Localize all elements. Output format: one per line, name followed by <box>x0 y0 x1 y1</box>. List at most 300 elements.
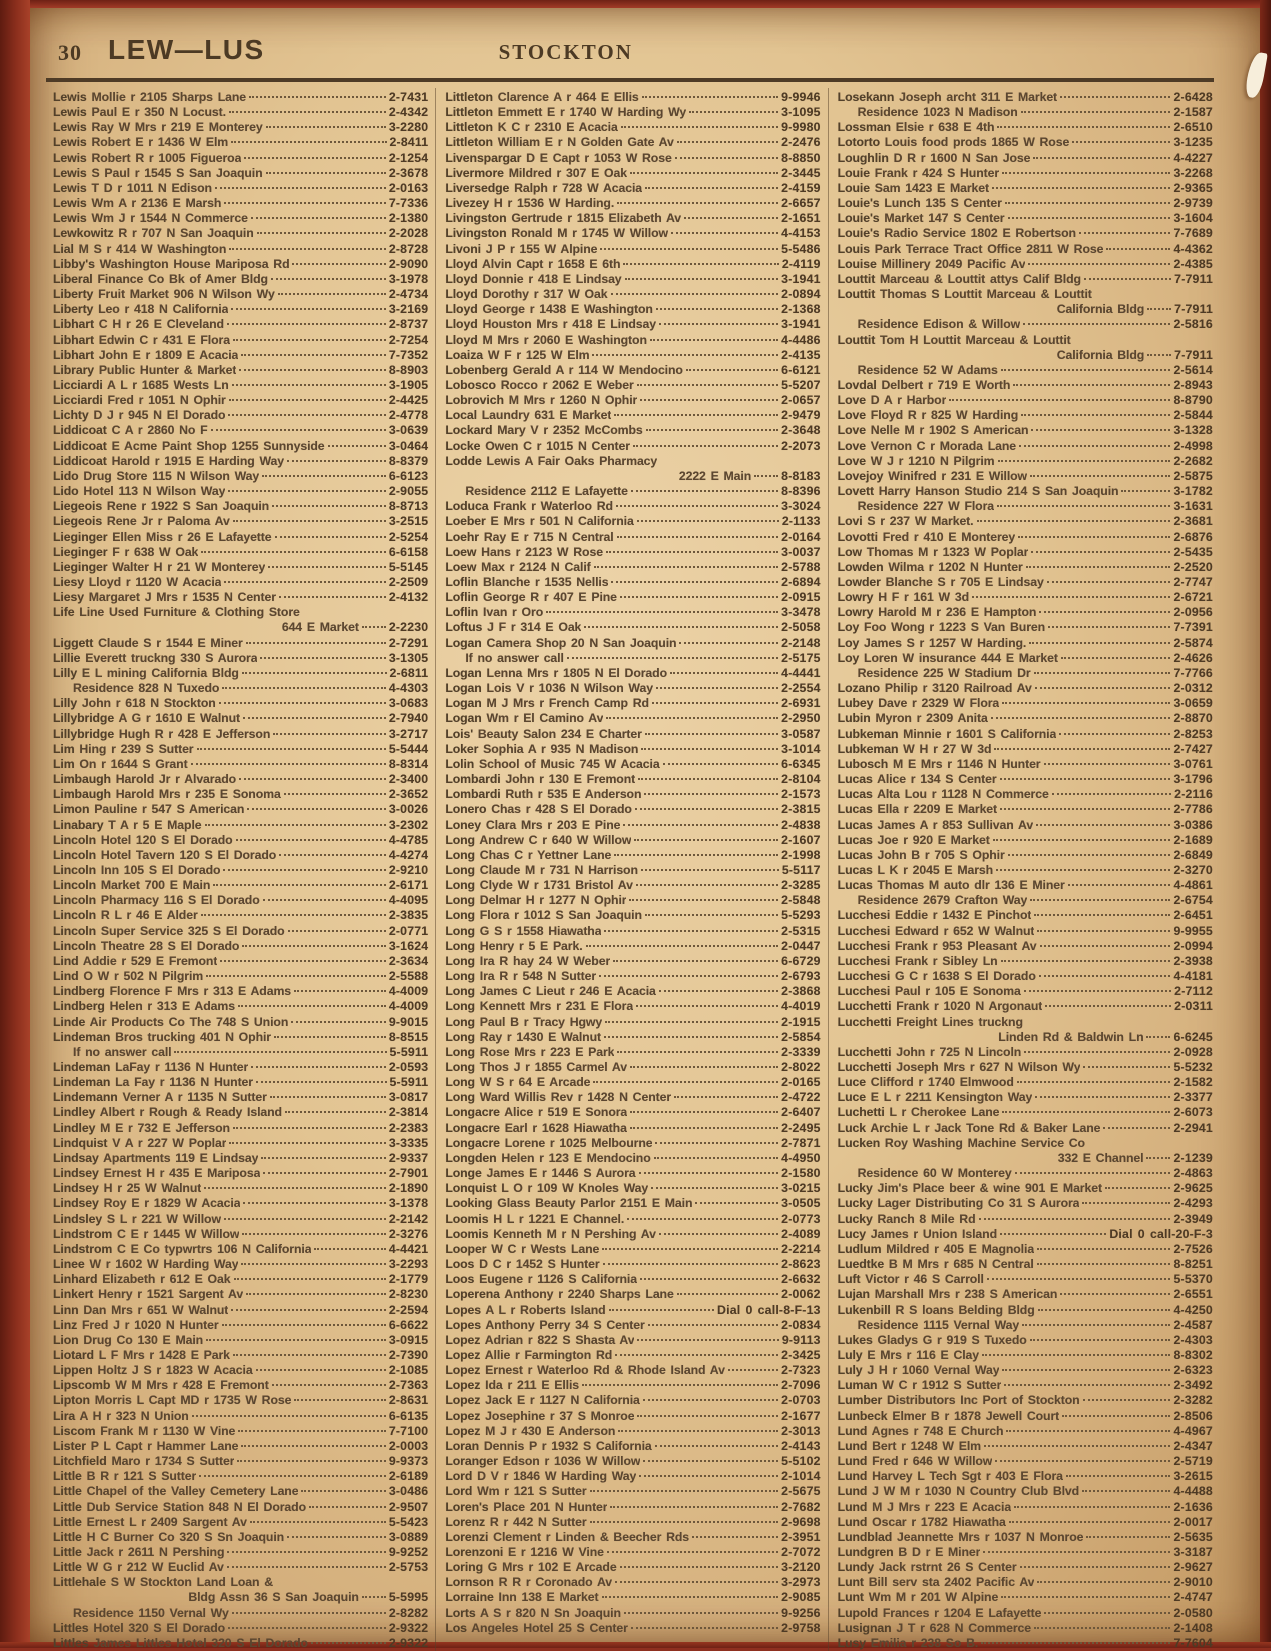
directory-entry <box>445 620 820 635</box>
entry-phone: 9-9256 <box>781 1605 821 1620</box>
entry-phone: 3-0659 <box>1173 696 1213 711</box>
entry-phone: 2-7291 <box>388 635 429 650</box>
leader-dots <box>1061 657 1171 659</box>
directory-entry <box>838 1378 1213 1393</box>
directory-entry <box>53 1136 428 1151</box>
leader-dots <box>1105 1187 1171 1189</box>
entry-phone: 2-4425 <box>388 393 429 408</box>
directory-entry <box>445 818 820 833</box>
entry-name: Lewis Robert E r 1436 W Elm <box>53 135 229 150</box>
directory-entry <box>53 393 428 408</box>
entry-name: Liegeois Rene Jr r Paloma Av <box>53 514 230 529</box>
leader-dots <box>224 1218 386 1220</box>
entry-phone: 7-7604 <box>1173 1635 1213 1650</box>
entry-name: Little Chapel of the Valley Cemetery Lane <box>53 1484 299 1499</box>
leader-dots <box>656 687 778 689</box>
directory-entry <box>53 1242 428 1257</box>
leader-dots <box>268 566 386 568</box>
directory-entry <box>445 1045 820 1060</box>
directory-entry <box>53 1075 428 1090</box>
directory-entry <box>838 1500 1213 1515</box>
entry-name: Libhart John E r 1809 E Acacia <box>53 347 239 362</box>
entry-phone: 2-8870 <box>1173 711 1213 726</box>
entry-phone: 4-4362 <box>1173 241 1213 256</box>
entry-name: Logan M J Mrs r French Camp Rd <box>445 696 649 711</box>
entry-phone: 2-8411 <box>389 135 429 150</box>
leader-dots <box>695 1202 778 1204</box>
entry-phone: 3-0761 <box>1173 756 1213 771</box>
leader-dots <box>617 536 779 538</box>
entry-phone: 6-6729 <box>781 953 821 968</box>
entry-phone: 2-3339 <box>781 1044 821 1059</box>
entry-phone: 2-1368 <box>781 302 821 317</box>
entry-phone: 2-9090 <box>388 256 429 271</box>
entry-phone: 2-0164 <box>781 529 821 544</box>
leader-dots <box>1037 1248 1170 1250</box>
entry-phone: 2-1133 <box>781 514 821 529</box>
book-edge-right <box>1260 0 1271 1648</box>
directory-entry <box>838 484 1213 499</box>
entry-name: Lipton Morris L Capt MD r 1735 W Rose <box>53 1393 292 1408</box>
leader-dots <box>656 308 778 310</box>
directory-entry <box>53 545 428 560</box>
entry-phone: 2-1408 <box>1173 1620 1213 1635</box>
directory-entry <box>838 226 1213 241</box>
entry-phone: 8-8790 <box>1173 393 1213 408</box>
page-number: 30 <box>58 40 82 65</box>
entry-name: Lillybridge A G r 1610 E Walnut <box>53 711 240 726</box>
entry-phone: 2-0580 <box>1173 1605 1213 1620</box>
leader-dots <box>237 1460 385 1462</box>
entry-name: Long G S r 1558 Hiawatha <box>445 923 602 938</box>
entry-phone: 2-3949 <box>1173 1211 1213 1226</box>
entry-name: Lincoln Hotel 120 S El Dorado <box>53 832 233 847</box>
entry-phone: 2-9479 <box>781 408 821 423</box>
directory-entry <box>445 1318 820 1333</box>
leader-dots <box>1023 323 1170 325</box>
directory-entry <box>53 1212 428 1227</box>
leader-dots <box>643 1460 778 1462</box>
entry-phone: 2-3285 <box>781 878 821 893</box>
leader-dots <box>228 490 386 492</box>
directory-entry <box>838 333 1213 363</box>
leader-dots <box>994 748 1170 750</box>
leader-dots <box>1021 111 1171 113</box>
entry-phone: 3-1978 <box>388 271 429 286</box>
leader-dots <box>692 1536 778 1538</box>
leader-dots <box>273 733 386 735</box>
directory-entry <box>445 317 820 332</box>
leader-dots <box>227 323 386 325</box>
entry-name: Lind O W r 502 N Pilgrim <box>53 969 204 984</box>
entry-name: Loflin Ivan r Oro <box>445 605 544 620</box>
entry-name: Lloyd Dorothy r 317 W Oak <box>445 287 608 302</box>
directory-entry <box>445 742 820 757</box>
leader-dots <box>191 763 386 765</box>
entry-name: Loomis Kenneth M r N Pershing Av <box>445 1226 656 1241</box>
leader-dots <box>228 1627 386 1629</box>
entry-name: Lion Drug Co 130 E Main <box>53 1332 204 1347</box>
entry-name: Lucas Thomas M auto dlr 136 E Miner <box>837 878 1065 893</box>
entry-name: Lincoln Market 700 E Main <box>53 878 211 893</box>
leader-dots <box>287 460 386 462</box>
entry-phone: 5-5102 <box>781 1454 821 1469</box>
leader-dots <box>1047 581 1171 583</box>
entry-phone: 7-7352 <box>388 347 429 362</box>
entry-name: Luce Clifford r 1740 Elmwood <box>837 1075 1014 1090</box>
leader-dots <box>1000 808 1170 810</box>
leader-dots <box>284 793 386 795</box>
entry-phone: 2-9625 <box>1173 1181 1213 1196</box>
leader-dots <box>227 1551 385 1553</box>
entry-phone: 2-0003 <box>388 1438 429 1453</box>
entry-name: Lois' Beauty Salon 234 E Charter <box>445 726 642 741</box>
entry-name: Lubkeman Minnie r 1601 S California <box>837 726 1057 741</box>
leader-dots <box>606 551 778 553</box>
entry-name: Residence 2112 E Lafayette <box>465 484 628 499</box>
leader-dots <box>199 1475 386 1477</box>
entry-name: Loftus J F r 314 E Oak <box>445 620 582 635</box>
directory-entry <box>445 1590 820 1605</box>
entry-name: Losekann Joseph archt 311 E Market <box>837 90 1058 104</box>
leader-dots <box>983 1551 1170 1553</box>
entry-name: Lowry Harold M r 236 E Hampton <box>837 605 1037 620</box>
leader-dots <box>991 717 1171 719</box>
leader-dots <box>1000 778 1171 780</box>
entry-phone: 3-1235 <box>1173 135 1213 150</box>
leader-dots <box>602 1248 778 1250</box>
entry-name: Lund Agnes r 748 E Church <box>837 1423 1004 1438</box>
entry-name: Lloyd Houston Mrs r 418 E Lindsay <box>445 317 657 332</box>
entry-phone: 2-3634 <box>388 953 429 968</box>
entry-phone: 3-0037 <box>781 544 821 559</box>
directory-entry <box>838 939 1213 954</box>
leader-dots <box>590 1521 779 1523</box>
directory-entry <box>53 1030 428 1045</box>
directory-entry <box>838 287 1213 317</box>
entry-name: Libby's Washington House Mariposa Rd <box>53 256 290 271</box>
leader-dots <box>239 369 385 371</box>
leader-dots <box>624 1612 778 1614</box>
entry-name: Lund Oscar r 1782 Hiawatha <box>837 1514 1006 1529</box>
entry-name: Lorts A S r 820 N Sn Joaquin <box>445 1605 621 1620</box>
entry-phone: 2-5848 <box>781 893 821 908</box>
entry-phone: 2-4587 <box>1173 1317 1213 1332</box>
entry-phone: 2-1677 <box>781 1408 821 1423</box>
directory-entry <box>445 1409 820 1424</box>
entry-phone: 2-0311 <box>1174 999 1213 1014</box>
leader-dots <box>1044 1612 1170 1614</box>
directory-entry <box>445 423 820 438</box>
directory-entry <box>53 333 428 348</box>
entry-name: Lucchesi Frank r 953 Pleasant Av <box>837 938 1037 953</box>
leader-dots <box>244 157 386 159</box>
leader-dots <box>206 975 386 977</box>
directory-entry <box>445 1530 820 1545</box>
entry-phone: 2-3868 <box>781 984 821 999</box>
entry-phone: 2-5635 <box>1173 1529 1213 1544</box>
leader-dots <box>623 263 778 265</box>
entry-phone: 2-9507 <box>388 1499 429 1514</box>
directory-entry <box>53 1393 428 1408</box>
directory-entry <box>838 1409 1213 1424</box>
leader-dots <box>1030 1339 1171 1341</box>
leader-dots <box>1037 1581 1170 1583</box>
entry-name: Library Public Hunter & Market <box>53 362 237 377</box>
directory-entry <box>53 1500 428 1515</box>
entry-phone: 2-2594 <box>388 1302 429 1317</box>
entry-name: Louis Park Terrace Tract Office 2811 W Rose <box>837 241 1104 256</box>
entry-name: Lopez M J r 430 E Anderson <box>445 1423 616 1438</box>
column-1 <box>44 88 435 1651</box>
leader-dots <box>611 293 779 295</box>
directory-entry <box>445 651 820 666</box>
entry-phone: 2-3445 <box>781 165 821 180</box>
entry-name: Littles Hotel 320 S El Dorado <box>53 1620 226 1635</box>
entry-name: Lockard Mary V r 2352 McCombs <box>445 423 643 438</box>
entry-name: Lucy James r Union Island <box>837 1226 997 1241</box>
directory-entry <box>445 287 820 302</box>
directory-entry <box>838 530 1213 545</box>
leader-dots <box>993 839 1171 841</box>
leader-dots <box>611 581 778 583</box>
directory-entry <box>53 1166 428 1181</box>
entry-name: Little H C Burner Co 320 S Sn Joaquin <box>53 1529 285 1544</box>
directory-entry <box>445 833 820 848</box>
directory-entry <box>838 893 1213 908</box>
entry-phone: 5-5117 <box>781 862 821 877</box>
entry-phone: 2-5435 <box>1173 544 1213 559</box>
directory-entry <box>445 560 820 575</box>
leader-dots <box>1060 1293 1170 1295</box>
entry-name: Logan Lenna Mrs r 1805 N El Dorado <box>445 665 667 680</box>
entry-phone: 3-2515 <box>388 514 429 529</box>
directory-entry <box>53 727 428 742</box>
leader-dots <box>256 1081 387 1083</box>
directory-entry <box>445 105 820 120</box>
entry-name: Lopez Allie r Farmington Rd <box>445 1347 613 1362</box>
entry-name: Livezey H r 1536 W Harding. <box>445 196 615 211</box>
entry-name: Lupold Frances r 1204 E Lafayette <box>837 1605 1042 1620</box>
leader-dots <box>1044 763 1171 765</box>
leader-dots <box>1037 930 1170 932</box>
leader-dots <box>629 899 778 901</box>
leader-dots <box>997 505 1170 507</box>
directory-entry <box>838 408 1213 423</box>
directory-entry <box>838 727 1213 742</box>
entry-name: Love D A r Harbor <box>837 393 947 408</box>
leader-dots <box>599 975 778 977</box>
entry-phone: 2-3425 <box>781 1347 821 1362</box>
leader-dots <box>275 536 386 538</box>
leader-dots <box>636 1005 778 1007</box>
directory-entry <box>838 242 1213 257</box>
directory-entry <box>53 454 428 469</box>
entry-name: Lindsey Roy E r 1829 W Acacia <box>53 1196 241 1211</box>
leader-dots <box>229 248 386 250</box>
leader-dots <box>996 869 1170 871</box>
leader-dots <box>1030 899 1170 901</box>
leader-dots <box>604 930 778 932</box>
directory-entry <box>445 499 820 514</box>
leader-dots <box>201 551 386 553</box>
directory-entry <box>838 969 1213 984</box>
directory-entry <box>53 1530 428 1545</box>
entry-name: Residence 227 W Flora <box>857 499 995 514</box>
entry-name: Lewis Ray W Mrs r 219 E Monterey <box>53 120 263 135</box>
entry-name: Residence 828 N Tuxedo <box>73 681 220 696</box>
entry-phone: 2-2950 <box>781 711 821 726</box>
directory-entry <box>838 666 1213 681</box>
leader-dots <box>1086 1536 1170 1538</box>
entry-phone: 2-4135 <box>781 347 821 362</box>
directory-entry <box>53 1105 428 1120</box>
entry-phone: 2-7682 <box>781 1499 821 1514</box>
leader-dots <box>247 808 386 810</box>
entry-phone: 2-4132 <box>388 590 429 605</box>
leader-dots <box>633 445 778 447</box>
directory-entry <box>445 181 820 196</box>
leader-dots <box>205 824 386 826</box>
entry-phone: 2-9627 <box>1173 1560 1213 1575</box>
leader-dots <box>204 1187 386 1189</box>
entry-phone: 7-7689 <box>1173 226 1213 241</box>
entry-phone: 6-6123 <box>388 468 429 483</box>
entry-name: Liesy Lloyd r 1120 W Acacia <box>53 575 222 589</box>
leader-dots <box>206 1339 386 1341</box>
directory-entry <box>838 954 1213 969</box>
entry-phone: 3-1328 <box>1173 423 1213 438</box>
entry-phone: 7-7100 <box>388 1423 429 1438</box>
entry-name: Locke Owen C r 1015 N Center <box>445 438 630 453</box>
entry-name: Lucchetti Frank r 1020 N Argonaut <box>837 999 1043 1014</box>
entry-name: Lucchesi Eddie r 1432 E Pinchot <box>837 908 1032 923</box>
directory-entry <box>53 999 428 1014</box>
directory-entry <box>838 1212 1213 1227</box>
leader-dots <box>292 263 385 265</box>
directory-entry <box>838 545 1213 560</box>
entry-phone: 2-4342 <box>388 105 429 120</box>
entry-phone: 3-0889 <box>388 1529 429 1544</box>
leader-dots <box>1020 1566 1171 1568</box>
entry-name: Residence 60 W Monterey <box>857 1166 1012 1181</box>
leader-dots <box>251 217 386 219</box>
entry-phone: 8-8850 <box>781 150 821 165</box>
entry-phone: 2-0915 <box>781 590 821 605</box>
leader-dots <box>654 1157 779 1159</box>
entry-phone: 2-1380 <box>388 211 429 226</box>
leader-dots <box>650 339 778 341</box>
entry-phone: 2-6428 <box>1173 90 1213 104</box>
directory-entry <box>445 1515 820 1530</box>
entry-phone: 2-9337 <box>388 1150 429 1165</box>
entry-phone: 4-4861 <box>1173 878 1213 893</box>
leader-dots <box>232 1612 386 1614</box>
directory-entry <box>838 257 1213 272</box>
leader-dots <box>238 1430 386 1432</box>
directory-entry <box>838 1621 1213 1636</box>
leader-dots <box>222 687 386 689</box>
directory-entry <box>838 818 1213 833</box>
entry-name: Liberty Fruit Market 906 N Wilson Wy <box>53 287 275 302</box>
entry-name: Little Ernest L r 2409 Sargent Av <box>53 1514 247 1529</box>
leader-dots <box>627 1218 778 1220</box>
entry-name: Longacre Lorene r 1025 Melbourne <box>445 1135 653 1150</box>
leader-dots <box>674 1096 778 1098</box>
directory-entry <box>53 1318 428 1333</box>
entry-phone: 3-1624 <box>388 938 429 953</box>
directory-entry <box>838 1272 1213 1287</box>
entry-phone: 2-9055 <box>388 484 429 499</box>
entry-phone: 2-7747 <box>1173 575 1213 589</box>
directory-entry <box>445 1181 820 1196</box>
entry-phone: 2-4722 <box>781 1090 821 1105</box>
directory-entry <box>53 469 428 484</box>
entry-name: Lim Hing r 239 S Sutter <box>53 741 194 756</box>
directory-entry <box>838 878 1213 893</box>
entry-phone: 8-8379 <box>388 453 429 468</box>
entry-name: Lewis Wm J r 1544 N Commerce <box>53 211 248 226</box>
leader-dots <box>231 308 385 310</box>
entry-name: Lucas James A r 853 Sullivan Av <box>837 817 1034 832</box>
directory-entry <box>53 530 428 545</box>
entry-phone: 6-6121 <box>781 362 821 377</box>
leader-dots <box>328 445 386 447</box>
entry-phone: 2-8943 <box>1173 377 1213 392</box>
entry-name: Residence 1023 N Madison <box>857 105 1018 120</box>
leader-dots <box>995 1460 1170 1462</box>
leader-dots <box>279 596 386 598</box>
directory-entry <box>445 166 820 181</box>
entry-phone: 2-0703 <box>781 1393 821 1408</box>
entry-name: Lind Addie r 529 E Fremont <box>53 953 218 968</box>
entry-phone: 2-3282 <box>1173 1393 1213 1408</box>
leader-dots <box>233 1354 386 1356</box>
entry-phone: 4-4274 <box>388 847 429 862</box>
leader-dots <box>642 96 779 98</box>
directory-entry <box>838 1636 1213 1651</box>
directory-entry <box>53 196 428 211</box>
leader-dots <box>609 1309 714 1311</box>
entry-name: Longe James E r 1446 S Aurora <box>445 1166 636 1181</box>
entry-phone: 8-8396 <box>781 484 821 499</box>
directory-entry <box>445 863 820 878</box>
directory-entry <box>445 1606 820 1621</box>
leader-dots <box>1084 278 1171 280</box>
entry-name: Lister P L Capt r Hammer Lane <box>53 1438 239 1453</box>
leader-dots <box>600 248 778 250</box>
directory-entry <box>445 984 820 999</box>
directory-entry <box>445 772 820 787</box>
directory-entry <box>838 211 1213 226</box>
leader-dots <box>686 369 778 371</box>
entry-name: Lujan Marshall Mrs r 238 S American <box>837 1287 1058 1302</box>
directory-entry <box>445 1545 820 1560</box>
entry-name: Lombardi John r 130 E Fremont <box>445 772 636 787</box>
entry-phone: 2-7940 <box>388 711 429 726</box>
entry-name: Lorraine Inn 138 E Market <box>445 1590 599 1605</box>
directory-entry <box>445 1015 820 1030</box>
directory-entry <box>53 135 428 150</box>
entry-name: Longden Helen r 123 E Mendocino <box>445 1150 651 1165</box>
leader-dots <box>294 1399 385 1401</box>
entry-name: Loduca Frank r Waterloo Rd <box>445 499 613 514</box>
leader-dots <box>631 490 778 492</box>
directory-entry <box>838 1515 1213 1530</box>
leader-dots <box>640 399 778 401</box>
leader-dots <box>241 354 386 356</box>
leader-dots <box>242 945 386 947</box>
